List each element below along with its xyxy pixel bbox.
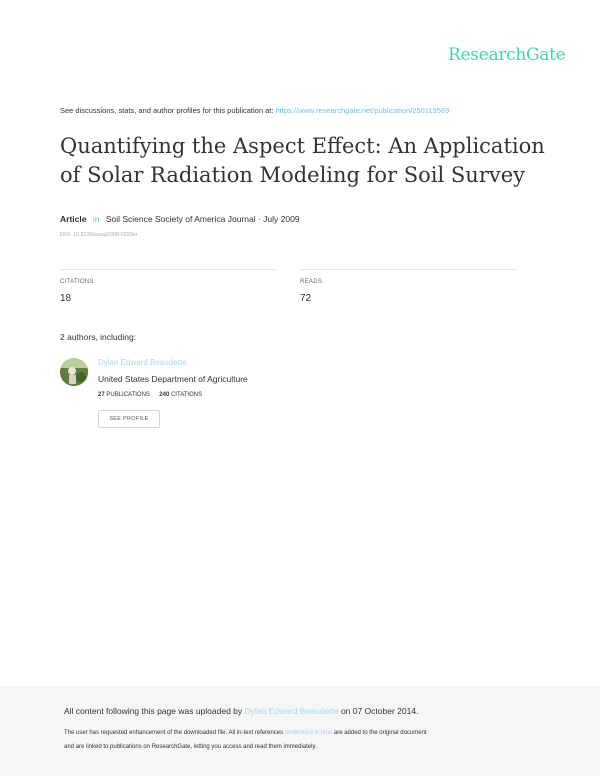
discussion-notice (60, 106, 449, 115)
author-citations-count: 240 (159, 392, 170, 398)
author-name-link[interactable]: Dylan Edward Beaudette (98, 358, 187, 367)
footer-linked-notice: and are linked to publications on ResearchGate, letting you access and read them immediately. (64, 744, 317, 750)
article-type: Article (60, 214, 87, 224)
publication-url-link[interactable]: https://www.researchgate.net/publication/250119569 (275, 106, 450, 115)
footer-uploader-link[interactable]: Dylan Edward Beaudette (244, 706, 339, 716)
article-in: in (92, 214, 100, 224)
article-meta (60, 214, 300, 224)
citations-divider (60, 269, 275, 270)
footer-enhancement-text-end: are added to the original document (333, 730, 427, 736)
reads-value: 72 (300, 293, 312, 304)
footer-upload-date: on 07 October 2014. (340, 706, 419, 716)
authors-heading: 2 authors, including: (60, 332, 137, 342)
author-stats (98, 392, 202, 398)
author-publications-label: PUBLICATIONS (106, 392, 150, 398)
author-avatar[interactable] (60, 358, 88, 386)
citations-value: 18 (60, 293, 72, 304)
footer-enhancement-text: The user has requested enhancement of the downloaded file. All in-text references (64, 730, 284, 736)
author-institution: United States Department of Agriculture (98, 374, 248, 384)
researchgate-logo[interactable]: ResearchGate (448, 45, 566, 65)
footer-enhancement-notice (64, 730, 427, 736)
see-profile-button[interactable]: SEE PROFILE (98, 410, 160, 428)
footer (0, 686, 600, 776)
footer-upload-text: All content following this page was uploaded by (64, 706, 243, 716)
author-photo-image (60, 358, 88, 386)
article-doi: DOI: 10.2136/sssaj2008.0229er (60, 232, 138, 238)
footer-underlined-link[interactable]: underlined in blue (284, 730, 333, 736)
reads-divider (300, 269, 517, 270)
article-title: Quantifying the Aspect Effect: An Application of Solar Radiation Modeling for Soil Survey (60, 134, 545, 187)
journal-name: Soil Science Society of America Journal · July 2009 (105, 214, 300, 224)
discussion-notice-text: See discussions, stats, and author profiles for this publication at: (60, 106, 274, 115)
citations-label: CITATIONS (60, 279, 94, 285)
reads-label: READS (300, 279, 323, 285)
footer-upload-notice (64, 706, 418, 716)
author-publications-count: 27 (98, 392, 105, 398)
author-citations-label: CITATIONS (170, 392, 203, 398)
